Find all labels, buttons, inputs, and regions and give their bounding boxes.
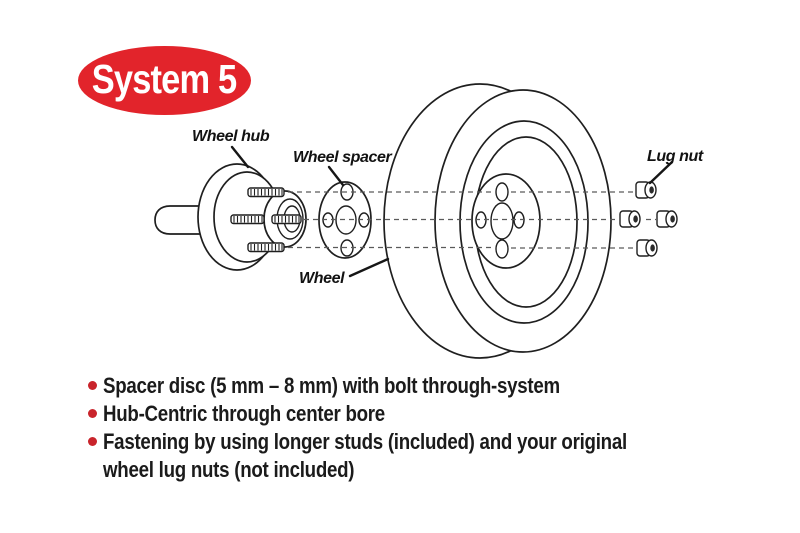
stud — [272, 215, 301, 224]
feature-text: Spacer disc (5 mm – 8 mm) with bolt through-system — [103, 373, 560, 398]
stud — [248, 188, 284, 197]
feature-text: Fastening by using longer studs (included) and your original — [103, 429, 627, 454]
wheel-label: Wheel — [299, 270, 345, 287]
wheel-leader — [350, 259, 388, 276]
bullet-icon — [88, 381, 97, 390]
feature-text: Hub-Centric through center bore — [103, 401, 385, 426]
feature-item — [88, 428, 788, 456]
lug-nut-leader — [650, 162, 672, 183]
wheel-spacer-leader — [329, 167, 343, 185]
bullet-icon — [88, 437, 97, 446]
wheel-drawing — [384, 84, 611, 358]
wheel-center-bore — [491, 203, 513, 239]
feature-item-continuation — [88, 456, 788, 484]
bullet-icon — [88, 409, 97, 418]
wheel-bolt-hole — [496, 240, 508, 258]
wheel-bolt-hole — [496, 183, 508, 201]
lug-nut-shape — [636, 182, 656, 198]
stud — [248, 243, 284, 252]
wheel-hub-label: Wheel hub — [192, 128, 270, 145]
feature-item — [88, 372, 788, 400]
wheel-spacer-label: Wheel spacer — [293, 149, 392, 166]
feature-item — [88, 400, 788, 428]
lug-nut-shape — [657, 211, 677, 227]
stud — [231, 215, 264, 224]
system-badge — [78, 46, 251, 115]
lug-nut-shape — [620, 211, 640, 227]
feature-list — [88, 372, 788, 484]
feature-text: wheel lug nuts (not included) — [103, 457, 355, 482]
lug-nut-shape — [637, 240, 657, 256]
lug-nut-label: Lug nut — [647, 148, 703, 165]
system-badge-label: System 5 — [92, 55, 237, 102]
